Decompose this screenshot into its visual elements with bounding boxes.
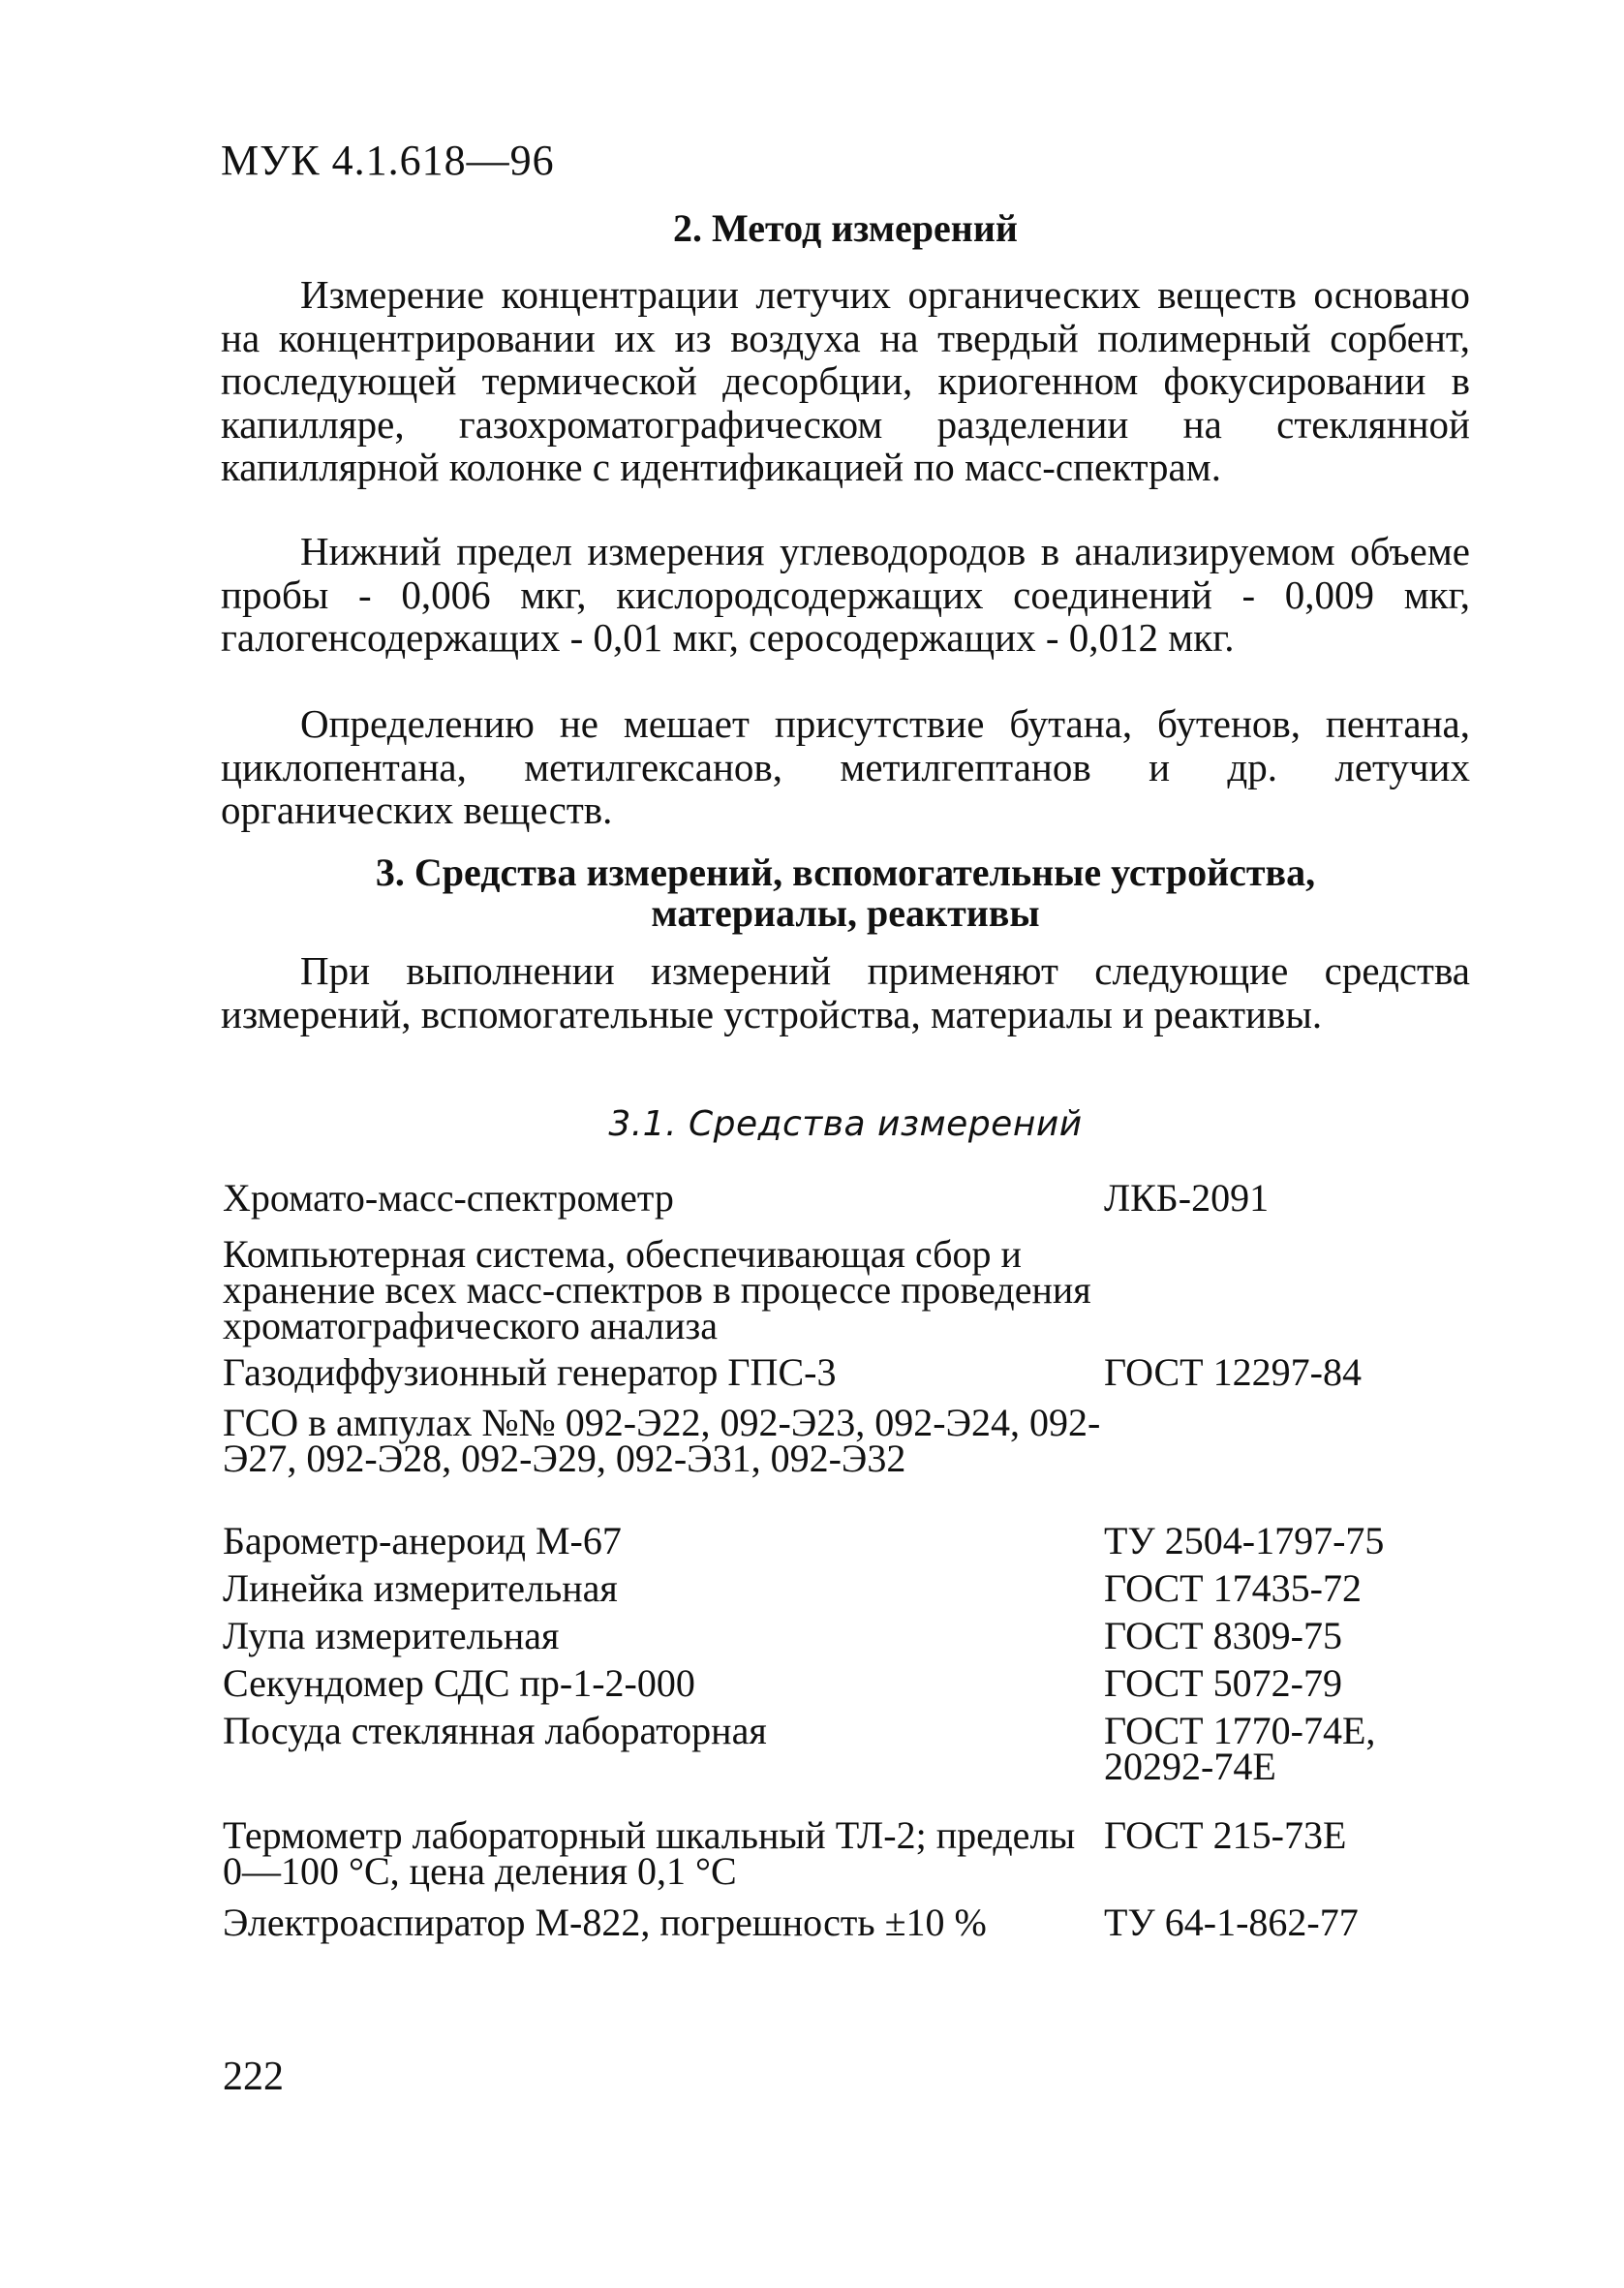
equipment-name: Линейка измерительная — [223, 1566, 618, 1610]
equipment-name: Термометр лабораторный шкальный ТЛ-2; пределы 0—100 °С, цена деления 0,1 °С — [223, 1813, 1076, 1893]
equipment-row — [223, 1174, 1482, 1230]
document-code: МУК 4.1.618—96 — [221, 137, 555, 184]
equipment-row — [223, 1707, 1482, 1811]
equipment-name: Газодиффузионный генератор ГПС-3 — [223, 1350, 837, 1394]
method-paragraph-3: Определению не мешает присутствие бутана, бутенов, пентана, циклопентана, метилгексанов, метилгептанов и др. летучих органических веществ. — [221, 701, 1470, 832]
equipment-standard: ГОСТ 5072-79 — [1104, 1661, 1342, 1705]
equipment-name: Компьютерная система, обеспечивающая сбор и хранение всех масс-спектров в процессе проведения хроматографического анализа — [223, 1232, 1091, 1347]
subsection-3-1-title: 3.1. Средства измерений — [608, 1104, 1083, 1144]
equipment-standard: ЛКБ-2091 — [1104, 1176, 1270, 1220]
equipment-standard: ГОСТ 8309-75 — [1104, 1614, 1342, 1657]
method-paragraph-2: Нижний предел измерения углеводородов в анализируемом объеме пробы - 0,006 мкг, кислородсодержащих соединений - 0,009 мкг, галогенсодержащих - 0,01 мкг, серосодержащих - 0,012 мкг. — [221, 529, 1470, 660]
section-2-title: 2. Метод измерений — [673, 206, 1018, 250]
equipment-name: Посуда стеклянная лабораторная — [223, 1709, 767, 1752]
section-3-title-line-1: 3. Средства измерений, вспомогательные устройства, — [375, 850, 1316, 894]
section-3-title-line-2: материалы, реактивы — [651, 891, 1040, 935]
equipment-standard: ГОСТ 12297-84 — [1104, 1350, 1362, 1394]
equipment-name: Лупа измерительная — [223, 1614, 560, 1657]
equipment-name: Хромато-масс-спектрометр — [223, 1176, 674, 1220]
section-3-title — [221, 852, 1470, 934]
equipment-standard — [1104, 1399, 1472, 1405]
equipment-standard: ГОСТ 17435-72 — [1104, 1566, 1362, 1610]
equipment-name: Барометр-анероид М-67 — [223, 1519, 622, 1562]
equipment-name: Электроаспиратор М-822, погрешность ±10 % — [223, 1901, 987, 1944]
equipment-name: ГСО в ампулах №№ 092-Э22, 092-Э23, 092-Э24, 092-Э27, 092-Э28, 092-Э29, 092-Э31, 092-Э32 — [223, 1401, 1101, 1480]
equipment-list — [223, 1174, 1482, 1947]
equipment-row — [223, 1612, 1482, 1659]
equipment-standard-text: ГОСТ 215-73Е — [1104, 1813, 1347, 1857]
equipment-row — [223, 1399, 1482, 1517]
equipment-standard: ТУ 2504-1797-75 — [1104, 1519, 1385, 1562]
equipment-row — [223, 1564, 1482, 1612]
method-paragraph-1: Измерение концентрации летучих органических веществ основано на концентрировании их из воздуха на твердый полимерный сорбент, последующей термической десорбции, криогенном фокусировании в капилляре, газохроматографическом разделении на стеклянной капиллярной колонке с идентификацией по масс-спектрам. — [221, 272, 1470, 489]
equipment-row — [223, 1659, 1482, 1707]
equipment-row — [223, 1348, 1482, 1399]
equipment-name: Секундомер СДС пр-1-2-000 — [223, 1661, 695, 1705]
equipment-standard: ТУ 64-1-862-77 — [1104, 1901, 1359, 1944]
equipment-row — [223, 1230, 1482, 1348]
equipment-standard — [1104, 1230, 1472, 1236]
equipment-row — [223, 1517, 1482, 1564]
equipment-standard — [1104, 1811, 1472, 1857]
page-number: 222 — [223, 2055, 284, 2099]
equipment-row — [223, 1811, 1482, 1899]
section-3-intro: При выполнении измерений применяют следующие средства измерений, вспомогательные устройства, материалы и реактивы. — [221, 948, 1470, 1036]
equipment-row — [223, 1899, 1482, 1947]
equipment-standard: ГОСТ 1770-74Е, 20292-74Е — [1104, 1709, 1376, 1788]
